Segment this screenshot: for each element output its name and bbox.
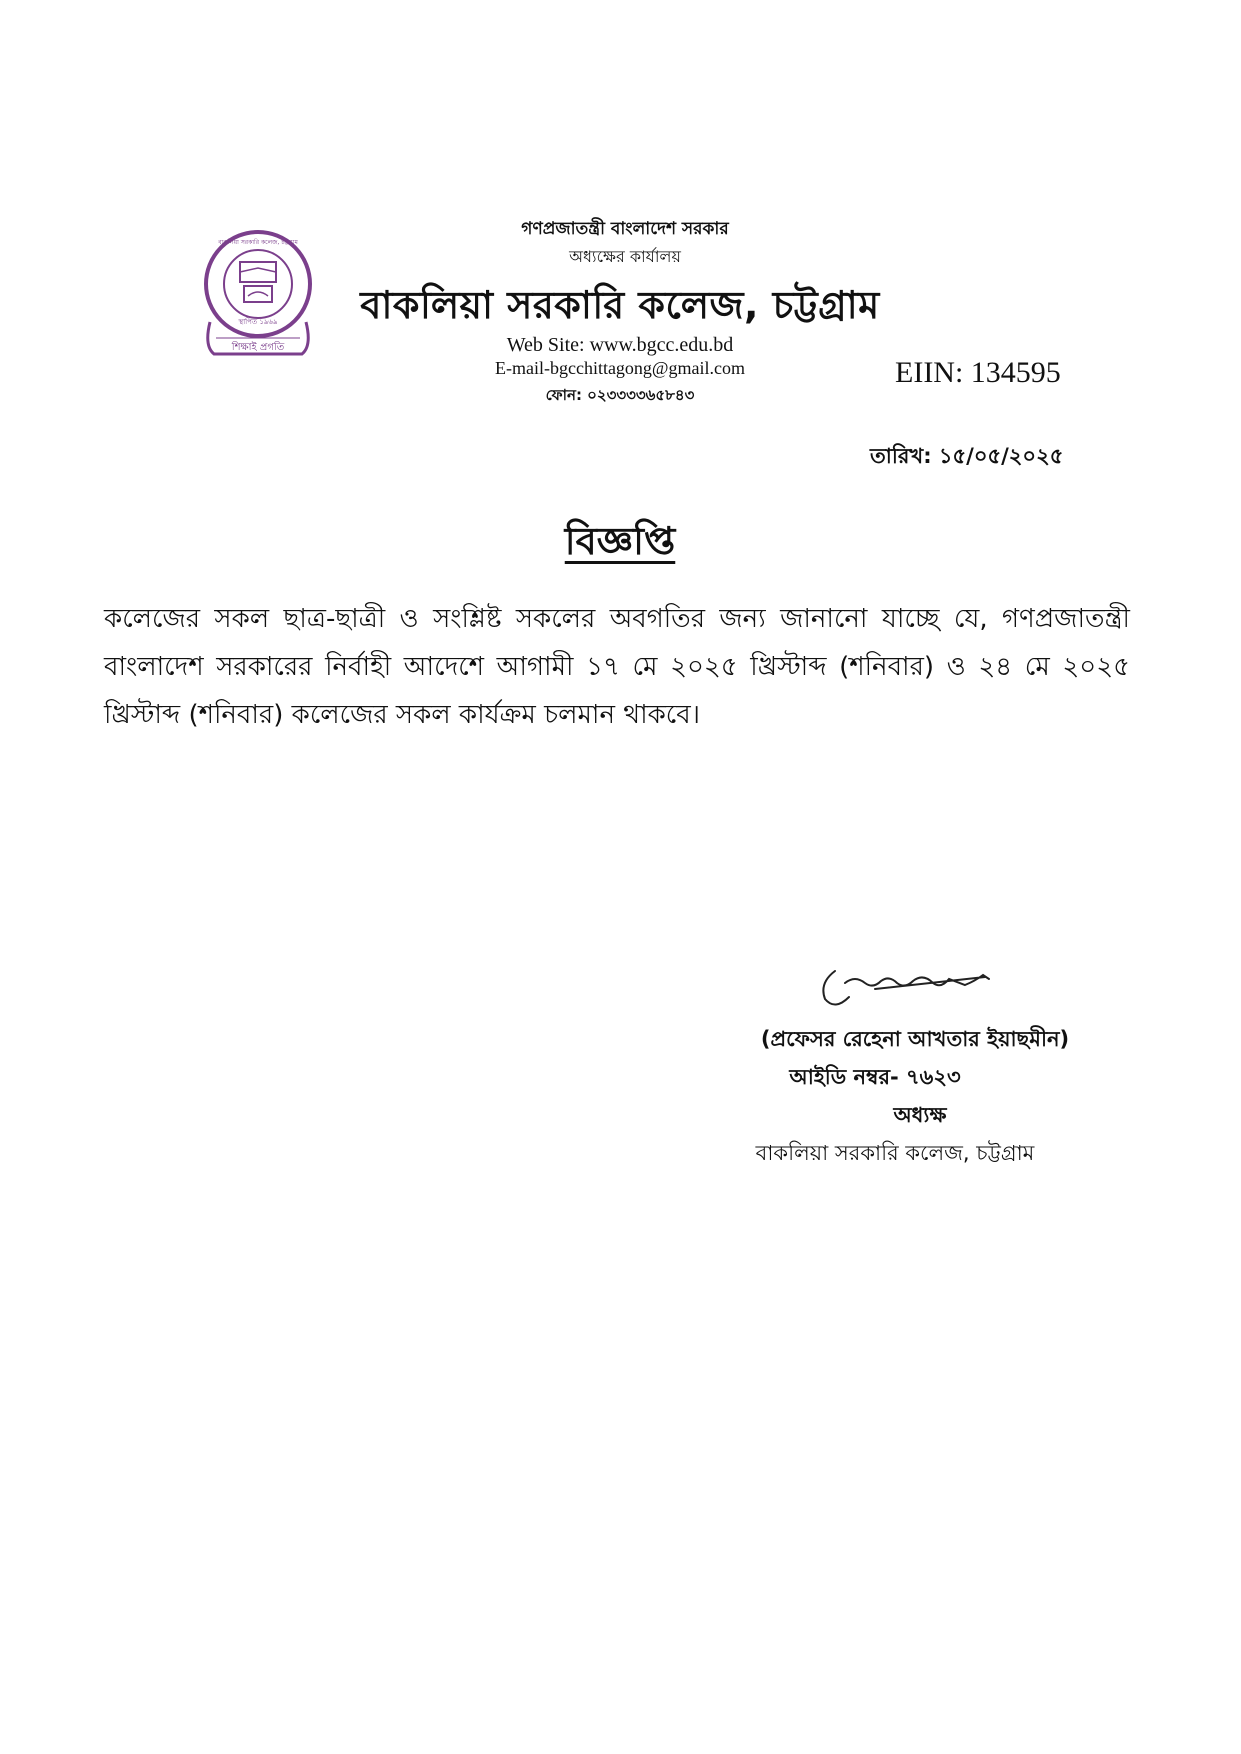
logo-motto: শিক্ষাই প্রগতি xyxy=(231,342,285,353)
college-logo xyxy=(196,226,326,364)
logo-text-top: বাকলিয়া সরকারি কলেজ, চট্টগ্রাম xyxy=(218,239,298,246)
signatory-college: বাকলিয়া সরকারি কলেজ, চট্টগ্রাম xyxy=(755,1141,1035,1165)
notice-body: কলেজের সকল ছাত্র-ছাত্রী ও সংশ্লিষ্ট সকলের অবগতির জন্য জানানো যাচ্ছে যে, গণপ্রজাতন্ত্রী বাংলাদেশ সরকারের নির্বাহী আদেশে আগামী ১৭ মে ২০২৫ খ্রিস্টাব্দ (শনিবার) ও ২৪ মে ২০২৫ খ্রিস্টাব্দ (শনিবার) কলেজের সকল কার্যক্রম চলমান থাকবে। xyxy=(104,604,1130,730)
signatory-designation: অধ্যক্ষ xyxy=(893,1103,947,1127)
office-line: অধ্যক্ষের কার্যালয় xyxy=(569,247,681,266)
signature-block xyxy=(700,1020,1140,1172)
notice-title: বিজ্ঞপ্তি xyxy=(564,519,676,563)
eiin: EIIN: 134595 xyxy=(895,356,1061,389)
notice-date: তারিখ: ১৫/০৫/২০২৫ xyxy=(870,444,1064,468)
email: E-mail-bgcchittagong@gmail.com xyxy=(494,358,745,378)
logo-year: স্থাপিত ১৯৬৯ xyxy=(238,318,278,326)
government-line: গণপ্রজাতন্ত্রী বাংলাদেশ সরকার xyxy=(521,219,729,239)
signature-image xyxy=(815,955,1015,1015)
phone: ফোন: ০২৩৩৩৩৬৫৮৪৩ xyxy=(545,386,695,404)
college-name: বাকলিয়া সরকারি কলেজ, চট্টগ্রাম xyxy=(360,283,880,327)
signatory-id: আইডি নম্বর- ৭৬২৩ xyxy=(789,1065,961,1089)
signatory-name: (প্রফেসর রেহেনা আখতার ইয়াছমীন) xyxy=(760,1027,1070,1051)
website: Web Site: www.bgcc.edu.bd xyxy=(506,334,734,356)
